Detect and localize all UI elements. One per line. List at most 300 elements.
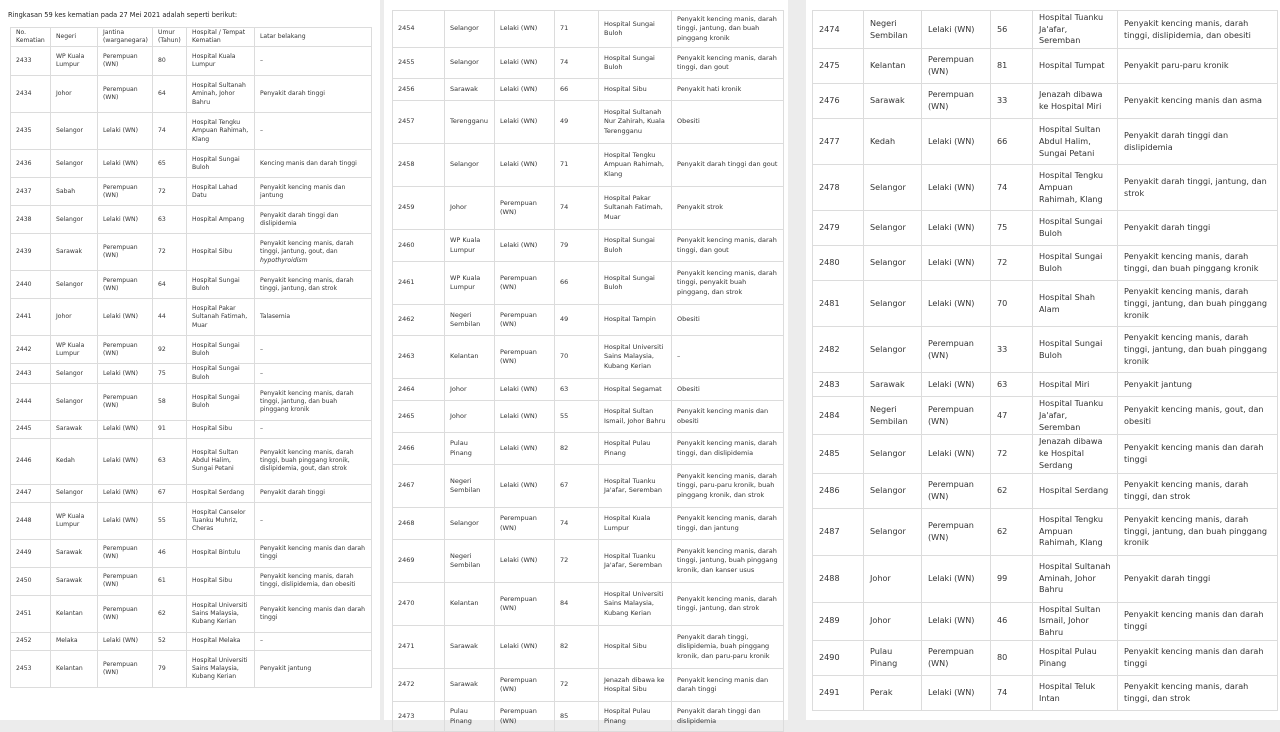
- cell-umur: 79: [153, 650, 187, 687]
- cell-no: 2486: [813, 473, 864, 508]
- table-row: [813, 640, 1278, 675]
- cell-jantina: Lelaki (WN): [495, 433, 555, 465]
- cell-no: 2468: [393, 508, 445, 540]
- cell-negeri: Melaka: [51, 632, 98, 650]
- cell-hospital: Hospital Kuala Lumpur: [599, 508, 672, 540]
- header-umur: Umur (Tahun): [153, 28, 187, 47]
- cell-no: 2447: [11, 484, 51, 502]
- cell-umur: 72: [555, 669, 599, 702]
- cell-latar: –: [255, 502, 372, 539]
- cell-jantina: Lelaki (WN): [922, 119, 991, 165]
- cell-negeri: Kelantan: [445, 336, 495, 379]
- deaths-table-1: [10, 27, 372, 688]
- table-row: [11, 595, 372, 632]
- cell-jantina: Perempuan (WN): [495, 702, 555, 732]
- cell-hospital: Hospital Sungai Buloh: [1033, 327, 1118, 373]
- cell-umur: 62: [991, 508, 1033, 555]
- table-row: [393, 79, 784, 101]
- table-row: [11, 632, 372, 650]
- cell-latar: Penyakit kencing manis, darah tinggi, jantung, dan buah pinggang kronik: [672, 11, 784, 48]
- cell-no: 2446: [11, 438, 51, 484]
- cell-jantina: Perempuan (WN): [98, 271, 153, 299]
- cell-hospital: Hospital Sultan Abdul Halim, Sungai Petani: [1033, 119, 1118, 165]
- cell-negeri: Pulau Pinang: [864, 640, 922, 675]
- cell-umur: 67: [153, 484, 187, 502]
- cell-hospital: Hospital Miri: [1033, 373, 1118, 397]
- cell-negeri: Selangor: [445, 48, 495, 79]
- cell-jantina: Perempuan (WN): [495, 583, 555, 626]
- cell-negeri: WP Kuala Lumpur: [51, 336, 98, 364]
- cell-umur: 66: [555, 79, 599, 101]
- cell-umur: 33: [991, 84, 1033, 119]
- cell-hospital: Hospital Sibu: [187, 567, 255, 595]
- cell-umur: 70: [991, 281, 1033, 327]
- cell-negeri: Negeri Sembilan: [445, 465, 495, 508]
- cell-no: 2490: [813, 640, 864, 675]
- cell-no: 2451: [11, 595, 51, 632]
- cell-jantina: Perempuan (WN): [922, 49, 991, 84]
- table-panel-3: [806, 0, 1280, 720]
- table-row: [11, 113, 372, 150]
- table-row: [393, 702, 784, 732]
- cell-umur: 63: [153, 438, 187, 484]
- cell-jantina: Perempuan (WN): [922, 327, 991, 373]
- cell-no: 2484: [813, 397, 864, 435]
- cell-no: 2479: [813, 211, 864, 246]
- cell-negeri: Sarawak: [51, 539, 98, 567]
- cell-no: 2456: [393, 79, 445, 101]
- cell-latar: Penyakit kencing manis, darah tinggi, jantung, dan buah pinggang kronik: [1118, 281, 1278, 327]
- cell-negeri: Sarawak: [864, 84, 922, 119]
- table-row: [11, 206, 372, 234]
- table-row: [813, 246, 1278, 281]
- header-hospital: Hospital / Tempat Kematian: [187, 28, 255, 47]
- header-negeri: Negeri: [51, 28, 98, 47]
- table-row: [813, 211, 1278, 246]
- cell-umur: 66: [555, 262, 599, 305]
- cell-hospital: Hospital Sungai Buloh: [187, 150, 255, 178]
- table-row: [813, 555, 1278, 602]
- cell-latar: –: [255, 364, 372, 383]
- cell-umur: 74: [991, 675, 1033, 710]
- cell-jantina: Lelaki (WN): [98, 206, 153, 234]
- cell-jantina: Perempuan (WN): [922, 84, 991, 119]
- header-latar: Latar belakang: [255, 28, 372, 47]
- cell-negeri: Johor: [51, 299, 98, 336]
- cell-latar: Penyakit kencing manis, darah tinggi, dan strok: [1118, 473, 1278, 508]
- table-row: [393, 144, 784, 187]
- cell-negeri: Sarawak: [445, 669, 495, 702]
- cell-umur: 79: [555, 230, 599, 262]
- cell-umur: 62: [153, 595, 187, 632]
- table-row: [393, 262, 784, 305]
- cell-jantina: Lelaki (WN): [98, 632, 153, 650]
- cell-hospital: Hospital Tuanku Ja'afar, Seremban: [1033, 11, 1118, 49]
- cell-umur: 67: [555, 465, 599, 508]
- cell-negeri: Negeri Sembilan: [864, 11, 922, 49]
- cell-no: 2476: [813, 84, 864, 119]
- cell-hospital: Hospital Sungai Buloh: [1033, 246, 1118, 281]
- cell-umur: 72: [991, 435, 1033, 473]
- cell-umur: 63: [991, 373, 1033, 397]
- cell-negeri: Selangor: [51, 206, 98, 234]
- table-row: [393, 540, 784, 583]
- cell-negeri: Selangor: [864, 211, 922, 246]
- cell-jantina: Perempuan (WN): [922, 640, 991, 675]
- cell-no: 2460: [393, 230, 445, 262]
- table-row: [11, 47, 372, 76]
- cell-umur: 63: [555, 379, 599, 401]
- cell-umur: 62: [991, 473, 1033, 508]
- cell-no: 2459: [393, 187, 445, 230]
- cell-no: 2433: [11, 47, 51, 76]
- cell-latar: Penyakit kencing manis, darah tinggi, dislipidemia, dan obesiti: [255, 567, 372, 595]
- cell-umur: 49: [555, 305, 599, 336]
- cell-hospital: Jenazah dibawa ke Hospital Sibu: [599, 669, 672, 702]
- cell-hospital: Hospital Sungai Buloh: [187, 364, 255, 383]
- cell-no: 2488: [813, 555, 864, 602]
- cell-jantina: Perempuan (WN): [98, 178, 153, 206]
- cell-negeri: Pulau Pinang: [445, 433, 495, 465]
- cell-hospital: Hospital Tuanku Ja'afar, Seremban: [599, 465, 672, 508]
- cell-umur: 74: [555, 48, 599, 79]
- cell-hospital: Hospital Pulau Pinang: [599, 433, 672, 465]
- cell-negeri: Selangor: [864, 508, 922, 555]
- cell-umur: 66: [991, 119, 1033, 165]
- table-row: [11, 567, 372, 595]
- cell-jantina: Lelaki (WN): [495, 230, 555, 262]
- cell-latar: Penyakit kencing manis dan darah tinggi: [1118, 640, 1278, 675]
- cell-hospital: Hospital Universiti Sains Malaysia, Kubang Kerian: [187, 595, 255, 632]
- cell-no: 2442: [11, 336, 51, 364]
- cell-hospital: Hospital Universiti Sains Malaysia, Kubang Kerian: [599, 336, 672, 379]
- cell-no: 2443: [11, 364, 51, 383]
- cell-umur: 74: [555, 187, 599, 230]
- cell-umur: 63: [153, 206, 187, 234]
- cell-negeri: WP Kuala Lumpur: [445, 262, 495, 305]
- cell-latar: Penyakit kencing manis, darah tinggi, dan jantung: [672, 508, 784, 540]
- table-row: [393, 101, 784, 144]
- cell-no: 2483: [813, 373, 864, 397]
- cell-hospital: Hospital Sungai Buloh: [599, 262, 672, 305]
- cell-jantina: Lelaki (WN): [922, 602, 991, 640]
- cell-hospital: Jenazah dibawa ke Hospital Serdang: [1033, 435, 1118, 473]
- cell-no: 2438: [11, 206, 51, 234]
- cell-hospital: Hospital Sultanah Nur Zahirah, Kuala Terengganu: [599, 101, 672, 144]
- table-header-row: [11, 28, 372, 47]
- table-row: [813, 11, 1278, 49]
- cell-hospital: Hospital Sultanah Aminah, Johor Bahru: [187, 76, 255, 113]
- cell-negeri: Selangor: [51, 484, 98, 502]
- table-row: [393, 669, 784, 702]
- italic-term: hypothyroidism: [260, 256, 308, 264]
- cell-latar: Penyakit darah tinggi dan dislipidemia: [672, 702, 784, 732]
- cell-negeri: Johor: [864, 555, 922, 602]
- cell-hospital: Hospital Sungai Buloh: [599, 48, 672, 79]
- cell-no: 2452: [11, 632, 51, 650]
- cell-no: 2449: [11, 539, 51, 567]
- cell-negeri: Sabah: [51, 178, 98, 206]
- cell-jantina: Perempuan (WN): [98, 567, 153, 595]
- cell-latar: Obesiti: [672, 101, 784, 144]
- cell-negeri: Kelantan: [51, 650, 98, 687]
- cell-negeri: Selangor: [51, 150, 98, 178]
- cell-hospital: Hospital Sungai Buloh: [187, 383, 255, 420]
- cell-latar: Penyakit kencing manis, gout, dan obesiti: [1118, 397, 1278, 435]
- cell-hospital: Hospital Serdang: [187, 484, 255, 502]
- cell-negeri: Kelantan: [864, 49, 922, 84]
- cell-jantina: Perempuan (WN): [922, 397, 991, 435]
- table-row: [813, 119, 1278, 165]
- cell-jantina: Lelaki (WN): [495, 48, 555, 79]
- cell-latar: Penyakit kencing manis, darah tinggi, dan gout: [672, 48, 784, 79]
- cell-latar: Penyakit kencing manis, darah tinggi, dan dislipidemia: [672, 433, 784, 465]
- cell-hospital: Hospital Sibu: [187, 234, 255, 271]
- cell-hospital: Hospital Pakar Sultanah Fatimah, Muar: [187, 299, 255, 336]
- cell-jantina: Perempuan (WN): [98, 595, 153, 632]
- cell-hospital: Hospital Melaka: [187, 632, 255, 650]
- table-row: [393, 583, 784, 626]
- cell-hospital: Hospital Sungai Buloh: [187, 271, 255, 299]
- cell-jantina: Perempuan (WN): [98, 47, 153, 76]
- table-row: [393, 401, 784, 433]
- table-row: [813, 49, 1278, 84]
- cell-negeri: Kedah: [864, 119, 922, 165]
- cell-no: 2480: [813, 246, 864, 281]
- cell-hospital: Hospital Tampin: [599, 305, 672, 336]
- cell-jantina: Perempuan (WN): [98, 336, 153, 364]
- cell-latar: Penyakit kencing manis, darah tinggi, paru-paru kronik, buah pinggang kronik, dan strok: [672, 465, 784, 508]
- cell-umur: 99: [991, 555, 1033, 602]
- table-row: [393, 230, 784, 262]
- cell-no: 2478: [813, 165, 864, 211]
- table-row: [813, 373, 1278, 397]
- cell-umur: 71: [555, 11, 599, 48]
- cell-hospital: Hospital Universiti Sains Malaysia, Kubang Kerian: [599, 583, 672, 626]
- cell-latar: Penyakit jantung: [255, 650, 372, 687]
- table-row: [813, 397, 1278, 435]
- cell-jantina: Lelaki (WN): [922, 246, 991, 281]
- cell-jantina: Perempuan (WN): [495, 336, 555, 379]
- cell-jantina: Lelaki (WN): [495, 379, 555, 401]
- table-row: [11, 438, 372, 484]
- cell-latar: Penyakit paru-paru kronik: [1118, 49, 1278, 84]
- cell-no: 2464: [393, 379, 445, 401]
- cell-umur: 70: [555, 336, 599, 379]
- cell-umur: 72: [991, 246, 1033, 281]
- cell-no: 2434: [11, 76, 51, 113]
- cell-latar: –: [255, 420, 372, 438]
- cell-jantina: Lelaki (WN): [922, 11, 991, 49]
- cell-no: 2445: [11, 420, 51, 438]
- cell-no: 2454: [393, 11, 445, 48]
- cell-umur: 74: [555, 508, 599, 540]
- cell-hospital: Hospital Serdang: [1033, 473, 1118, 508]
- cell-hospital: Hospital Pakar Sultanah Fatimah, Muar: [599, 187, 672, 230]
- cell-no: 2439: [11, 234, 51, 271]
- cell-negeri: Negeri Sembilan: [445, 305, 495, 336]
- cell-umur: 47: [991, 397, 1033, 435]
- cell-latar: Penyakit kencing manis, darah tinggi, dan buah pinggang kronik: [1118, 246, 1278, 281]
- cell-no: 2489: [813, 602, 864, 640]
- cell-latar: Penyakit kencing manis dan darah tinggi: [1118, 602, 1278, 640]
- cell-umur: 85: [555, 702, 599, 732]
- cell-latar: Penyakit strok: [672, 187, 784, 230]
- table-row: [813, 675, 1278, 710]
- cell-umur: 72: [555, 540, 599, 583]
- cell-hospital: Jenazah dibawa ke Hospital Miri: [1033, 84, 1118, 119]
- cell-negeri: Pulau Pinang: [445, 702, 495, 732]
- cell-hospital: Hospital Sibu: [599, 626, 672, 669]
- cell-umur: 74: [991, 165, 1033, 211]
- cell-umur: 58: [153, 383, 187, 420]
- cell-hospital: Hospital Sultan Ismail, Johor Bahru: [599, 401, 672, 433]
- cell-no: 2455: [393, 48, 445, 79]
- cell-negeri: WP Kuala Lumpur: [51, 47, 98, 76]
- cell-hospital: Hospital Pulau Pinang: [599, 702, 672, 732]
- cell-umur: 80: [991, 640, 1033, 675]
- cell-hospital: Hospital Tengku Ampuan Rahimah, Klang: [1033, 508, 1118, 555]
- table-row: [393, 11, 784, 48]
- cell-negeri: Selangor: [864, 281, 922, 327]
- cell-umur: 33: [991, 327, 1033, 373]
- cell-umur: 75: [153, 364, 187, 383]
- cell-umur: 92: [153, 336, 187, 364]
- summary-caption: Ringkasan 59 kes kematian pada 27 Mei 2021 adalah seperti berikut:: [8, 11, 238, 19]
- table-row: [813, 508, 1278, 555]
- cell-hospital: Hospital Shah Alam: [1033, 281, 1118, 327]
- cell-jantina: Lelaki (WN): [98, 364, 153, 383]
- cell-latar: Penyakit darah tinggi: [1118, 211, 1278, 246]
- cell-hospital: Hospital Sungai Buloh: [1033, 211, 1118, 246]
- table-row: [11, 539, 372, 567]
- cell-umur: 91: [153, 420, 187, 438]
- cell-negeri: Kedah: [51, 438, 98, 484]
- cell-latar: Penyakit kencing manis, darah tinggi, jantung, buah pinggang kronik, dan kanser usus: [672, 540, 784, 583]
- cell-latar: –: [255, 113, 372, 150]
- table-row: [813, 281, 1278, 327]
- cell-latar: Penyakit kencing manis dan darah tinggi: [672, 669, 784, 702]
- cell-no: 2474: [813, 11, 864, 49]
- cell-hospital: Hospital Sungai Buloh: [599, 230, 672, 262]
- cell-negeri: Johor: [445, 187, 495, 230]
- cell-umur: 81: [991, 49, 1033, 84]
- cell-umur: 64: [153, 76, 187, 113]
- table-row: [813, 165, 1278, 211]
- cell-no: 2467: [393, 465, 445, 508]
- cell-umur: 74: [153, 113, 187, 150]
- cell-jantina: Lelaki (WN): [98, 150, 153, 178]
- cell-jantina: Lelaki (WN): [98, 502, 153, 539]
- table-row: [11, 271, 372, 299]
- cell-latar: Penyakit kencing manis dan jantung: [255, 178, 372, 206]
- cell-latar: Penyakit kencing manis, darah tinggi, penyakit buah pinggang, dan strok: [672, 262, 784, 305]
- table-panel-2: [384, 0, 788, 725]
- cell-latar: Penyakit darah tinggi dan gout: [672, 144, 784, 187]
- table-row: [393, 626, 784, 669]
- table-row: [813, 602, 1278, 640]
- cell-no: 2453: [11, 650, 51, 687]
- cell-latar: Penyakit darah tinggi: [1118, 555, 1278, 602]
- cell-jantina: Lelaki (WN): [98, 438, 153, 484]
- cell-no: 2466: [393, 433, 445, 465]
- cell-latar: Penyakit kencing manis, darah tinggi, jantung, dan buah pinggang kronik: [1118, 508, 1278, 555]
- cell-negeri: Selangor: [864, 246, 922, 281]
- table-row: [393, 379, 784, 401]
- cell-jantina: Perempuan (WN): [98, 234, 153, 271]
- cell-jantina: Perempuan (WN): [98, 76, 153, 113]
- cell-hospital: Hospital Sultan Ismail, Johor Bahru: [1033, 602, 1118, 640]
- cell-latar: Penyakit darah tinggi: [255, 76, 372, 113]
- cell-umur: 72: [153, 234, 187, 271]
- cell-umur: 49: [555, 101, 599, 144]
- cell-latar: Kencing manis dan darah tinggi: [255, 150, 372, 178]
- cell-umur: 84: [555, 583, 599, 626]
- cell-umur: 46: [991, 602, 1033, 640]
- cell-hospital: Hospital Tuanku Ja'afar, Seremban: [599, 540, 672, 583]
- cell-negeri: Kelantan: [51, 595, 98, 632]
- cell-jantina: Lelaki (WN): [98, 113, 153, 150]
- cell-jantina: Perempuan (WN): [922, 473, 991, 508]
- cell-jantina: Lelaki (WN): [922, 165, 991, 211]
- cell-jantina: Perempuan (WN): [98, 539, 153, 567]
- table-row: [11, 650, 372, 687]
- cell-latar: –: [255, 47, 372, 76]
- table-row: [11, 150, 372, 178]
- cell-negeri: Selangor: [51, 113, 98, 150]
- deaths-table-3: [812, 10, 1278, 711]
- table-row: [11, 299, 372, 336]
- table-row: [393, 336, 784, 379]
- cell-no: 2435: [11, 113, 51, 150]
- cell-umur: 71: [555, 144, 599, 187]
- header-no: No. Kematian: [11, 28, 51, 47]
- cell-latar: –: [255, 336, 372, 364]
- cell-no: 2441: [11, 299, 51, 336]
- table-row: [11, 484, 372, 502]
- cell-negeri: Selangor: [445, 144, 495, 187]
- cell-umur: 72: [153, 178, 187, 206]
- cell-negeri: Kelantan: [445, 583, 495, 626]
- cell-hospital: Hospital Sultanah Aminah, Johor Bahru: [1033, 555, 1118, 602]
- cell-umur: 55: [153, 502, 187, 539]
- cell-jantina: Lelaki (WN): [98, 484, 153, 502]
- cell-latar: Penyakit kencing manis dan asma: [1118, 84, 1278, 119]
- cell-hospital: Hospital Universiti Sains Malaysia, Kubang Kerian: [187, 650, 255, 687]
- cell-negeri: Sarawak: [51, 234, 98, 271]
- cell-no: 2469: [393, 540, 445, 583]
- table-row: [11, 178, 372, 206]
- cell-umur: 65: [153, 150, 187, 178]
- cell-umur: 44: [153, 299, 187, 336]
- cell-negeri: Johor: [445, 401, 495, 433]
- cell-umur: 55: [555, 401, 599, 433]
- cell-latar: Penyakit jantung: [1118, 373, 1278, 397]
- cell-latar: Penyakit kencing manis, darah tinggi, jantung, dan buah pinggang kronik: [255, 383, 372, 420]
- cell-hospital: Hospital Tengku Ampuan Rahimah, Klang: [1033, 165, 1118, 211]
- cell-jantina: Perempuan (WN): [495, 187, 555, 230]
- cell-jantina: Lelaki (WN): [495, 11, 555, 48]
- cell-latar: Penyakit kencing manis, darah tinggi, jantung, dan strok: [255, 271, 372, 299]
- table-row: [813, 473, 1278, 508]
- cell-negeri: Johor: [51, 76, 98, 113]
- cell-latar: Obesiti: [672, 379, 784, 401]
- cell-jantina: Perempuan (WN): [98, 650, 153, 687]
- cell-negeri: Perak: [864, 675, 922, 710]
- cell-hospital: Hospital Sibu: [599, 79, 672, 101]
- cell-no: 2462: [393, 305, 445, 336]
- cell-hospital: Hospital Canselor Tuanku Muhriz, Cheras: [187, 502, 255, 539]
